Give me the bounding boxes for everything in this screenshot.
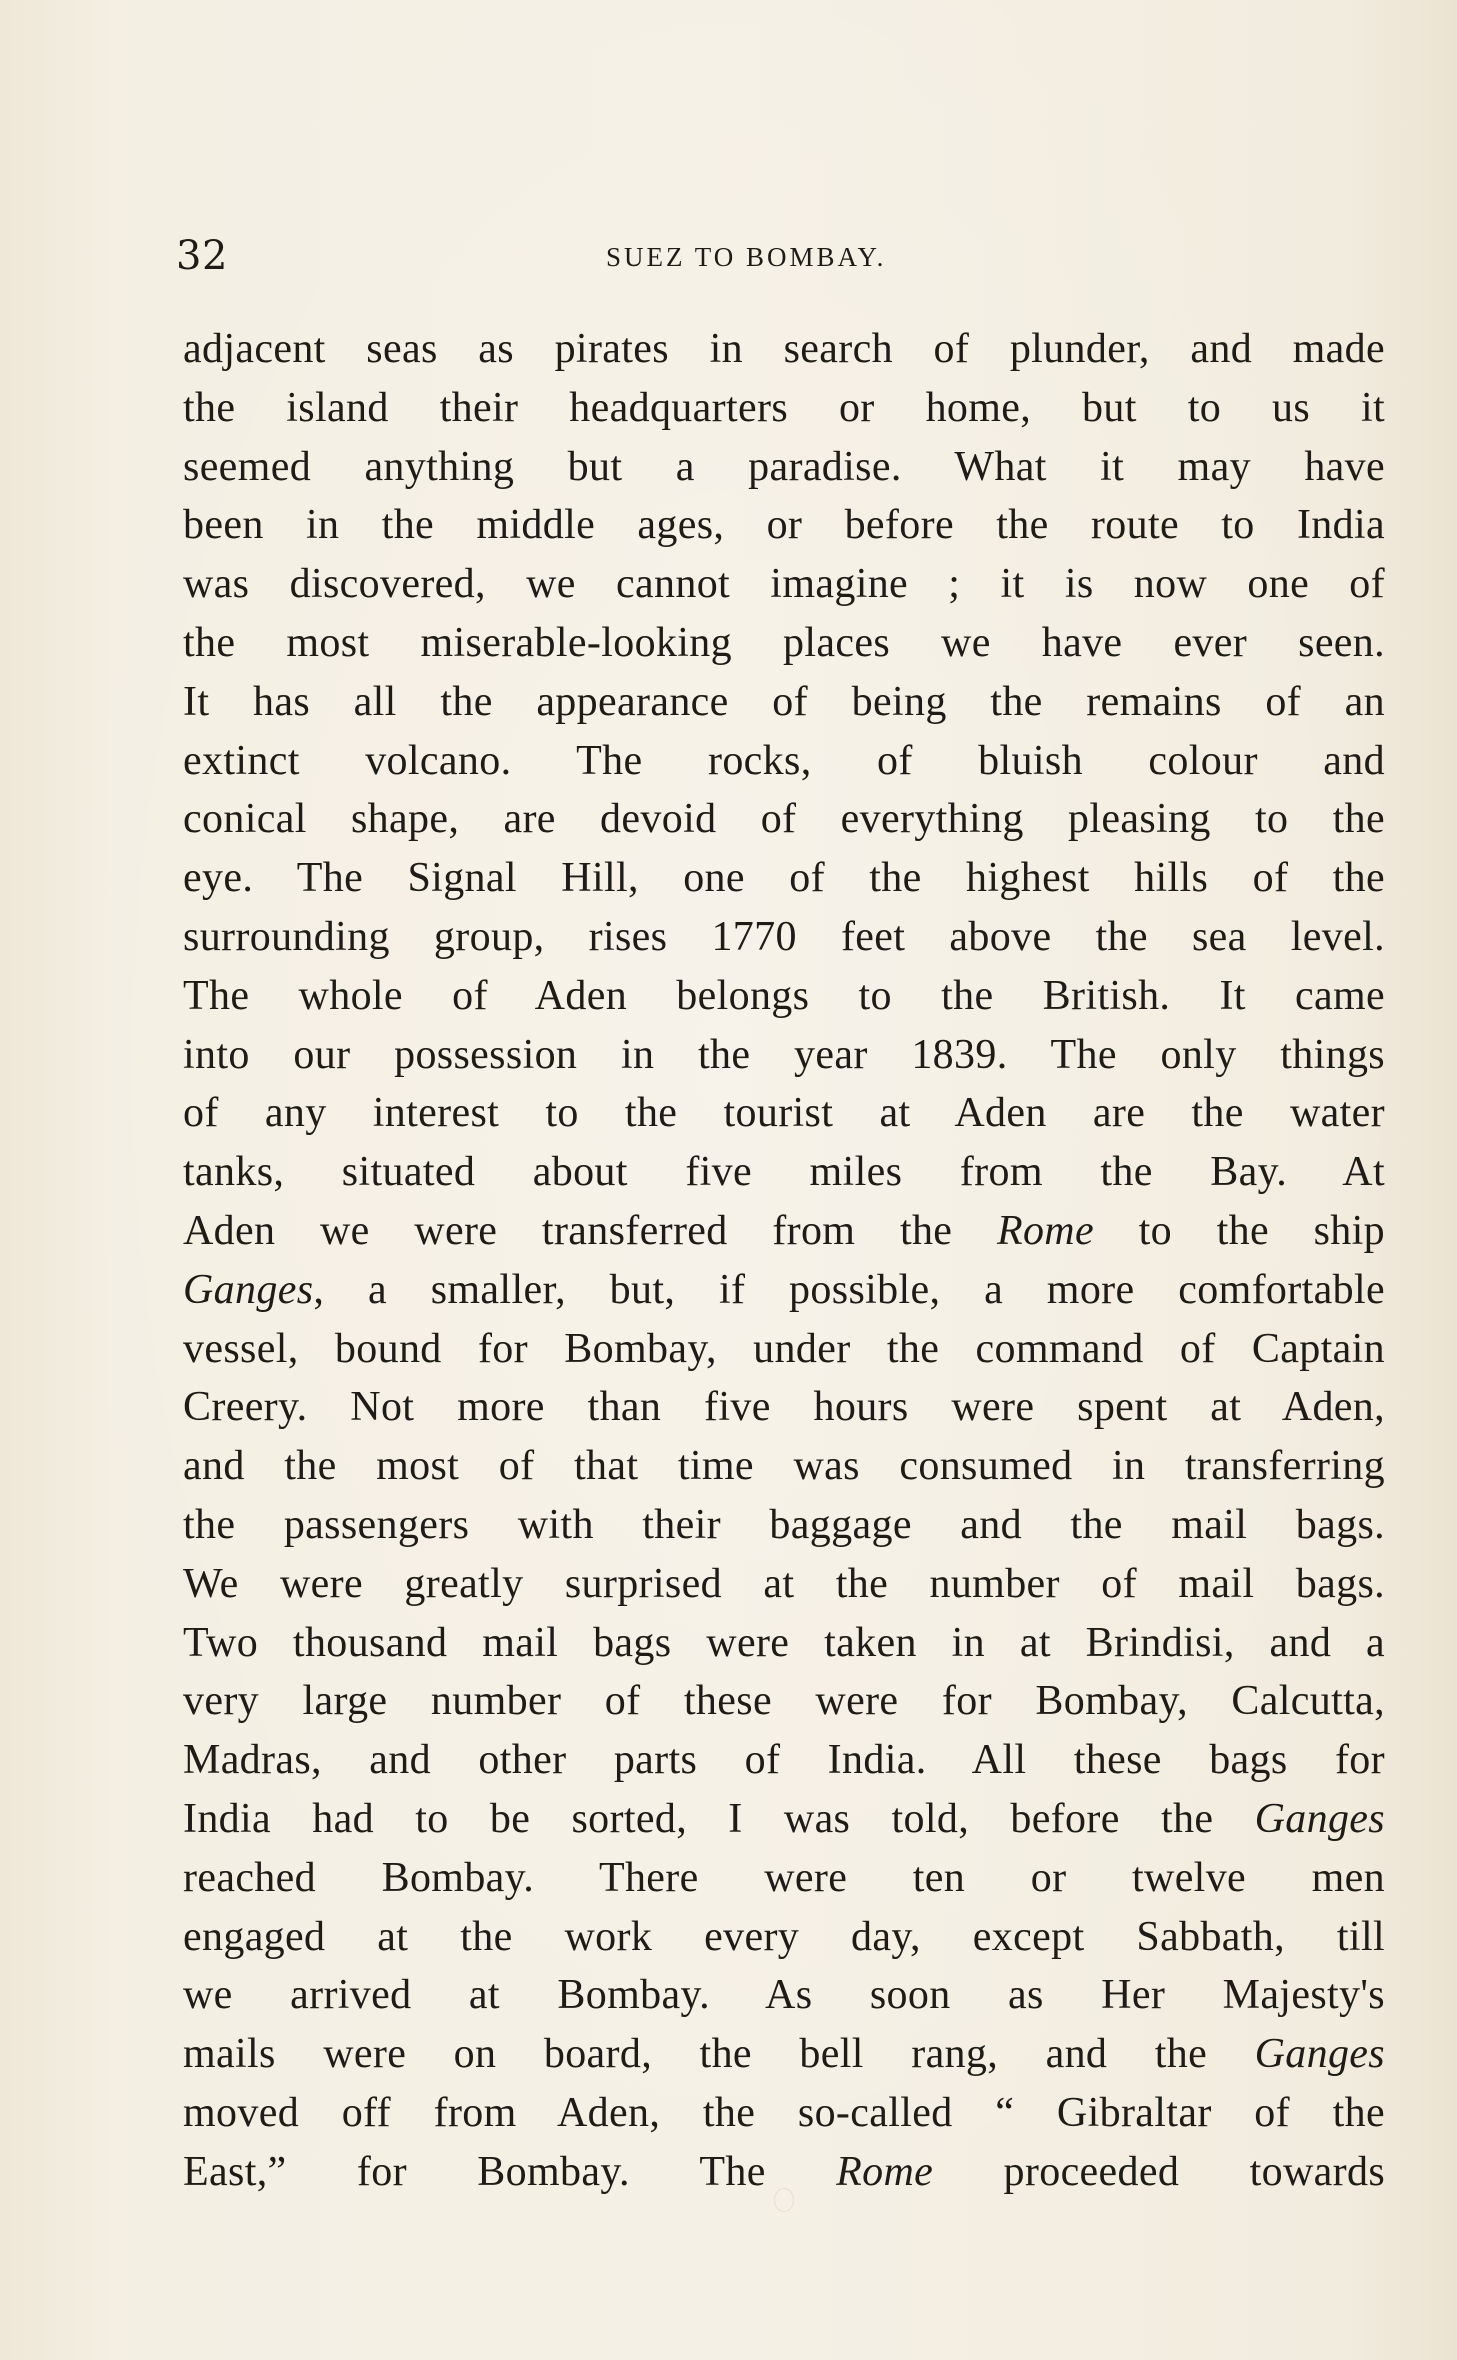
text-line: We were greatly surprised at the number of mail bags. [183, 1560, 1385, 1607]
text-line: It has all the appearance of being the remains of an [183, 678, 1385, 725]
page-number: 32 [176, 233, 228, 279]
text-line: extinct volcano. The rocks, of bluish colour and [183, 737, 1385, 784]
text-line: seemed anything but a paradise. What it may have [183, 443, 1385, 490]
running-head: SUEZ TO BOMBAY. [606, 242, 887, 272]
text-line: we arrived at Bombay. As soon as Her Majesty's [183, 1972, 1385, 2019]
text-line: been in the middle ages, or before the route to India [183, 502, 1385, 549]
text-line: and the most of that time was consumed in transferring [183, 1443, 1385, 1490]
text-segment: East,” for Bombay. The [183, 2148, 837, 2195]
text-line: of any interest to the tourist at Aden are the water [183, 1090, 1385, 1137]
text-line: Creery. Not more than five hours were spent at Aden, [183, 1384, 1385, 1431]
ship-name: Rome [996, 1207, 1094, 1254]
text-line: engaged at the work every day, except Sabbath, till [183, 1913, 1385, 1960]
text-line: adjacent seas as pirates in search of plunder, and made [183, 326, 1385, 372]
ship-name: Ganges [183, 1266, 314, 1313]
text-line: the most miserable-looking places we have ever seen. [183, 619, 1385, 666]
text-line: into our possession in the year 1839. The only things [183, 1031, 1385, 1078]
text-line: eye. The Signal Hill, one of the highest hills of the [183, 855, 1385, 902]
text-line: Madras, and other parts of India. All these bags for [183, 1737, 1385, 1784]
text-segment: India had to be sorted, I was told, before the [183, 1795, 1255, 1842]
text-line: tanks, situated about five miles from the Bay. At [183, 1149, 1385, 1196]
text-line: the passengers with their baggage and the mail bags. [183, 1501, 1385, 1548]
page-mark [774, 2188, 794, 2212]
ship-name: Ganges [1254, 1795, 1385, 1842]
text-segment: Aden we were transferred from the [183, 1207, 997, 1254]
text-line: very large number of these were for Bombay, Calcutta, [183, 1678, 1385, 1725]
page-header [176, 226, 1386, 286]
text-line: conical shape, are devoid of everything pleasing to the [183, 796, 1385, 843]
text-line [183, 1202, 1385, 1261]
text-line: was discovered, we cannot imagine ; it is now one of [183, 561, 1385, 608]
text-line: moved off from Aden, the so-called “ Gibraltar of the [183, 2089, 1385, 2136]
body-text [183, 320, 1385, 2202]
text-line: the island their headquarters or home, but to us it [183, 384, 1385, 431]
text-line [183, 2025, 1385, 2084]
text-line: surrounding group, rises 1770 feet above the sea level. [183, 913, 1385, 960]
text-line [183, 1261, 1385, 1320]
text-segment: mails were on board, the bell rang, and the [183, 2031, 1255, 2078]
text-line: Two thousand mail bags were taken in at Brindisi, and a [183, 1619, 1385, 1666]
text-segment: proceeded towards [933, 2148, 1386, 2195]
text-line: The whole of Aden belongs to the British. It came [183, 972, 1385, 1019]
text-segment: to the ship [1093, 1207, 1385, 1254]
text-line [183, 1790, 1385, 1849]
text-line: reached Bombay. There were ten or twelve men [183, 1854, 1385, 1901]
ship-name: Ganges [1254, 2031, 1385, 2078]
ship-name: Rome [836, 2148, 934, 2195]
text-line: vessel, bound for Bombay, under the command of Captain [183, 1325, 1385, 1372]
text-segment: , a smaller, but, if possible, a more comfortable [313, 1266, 1385, 1313]
